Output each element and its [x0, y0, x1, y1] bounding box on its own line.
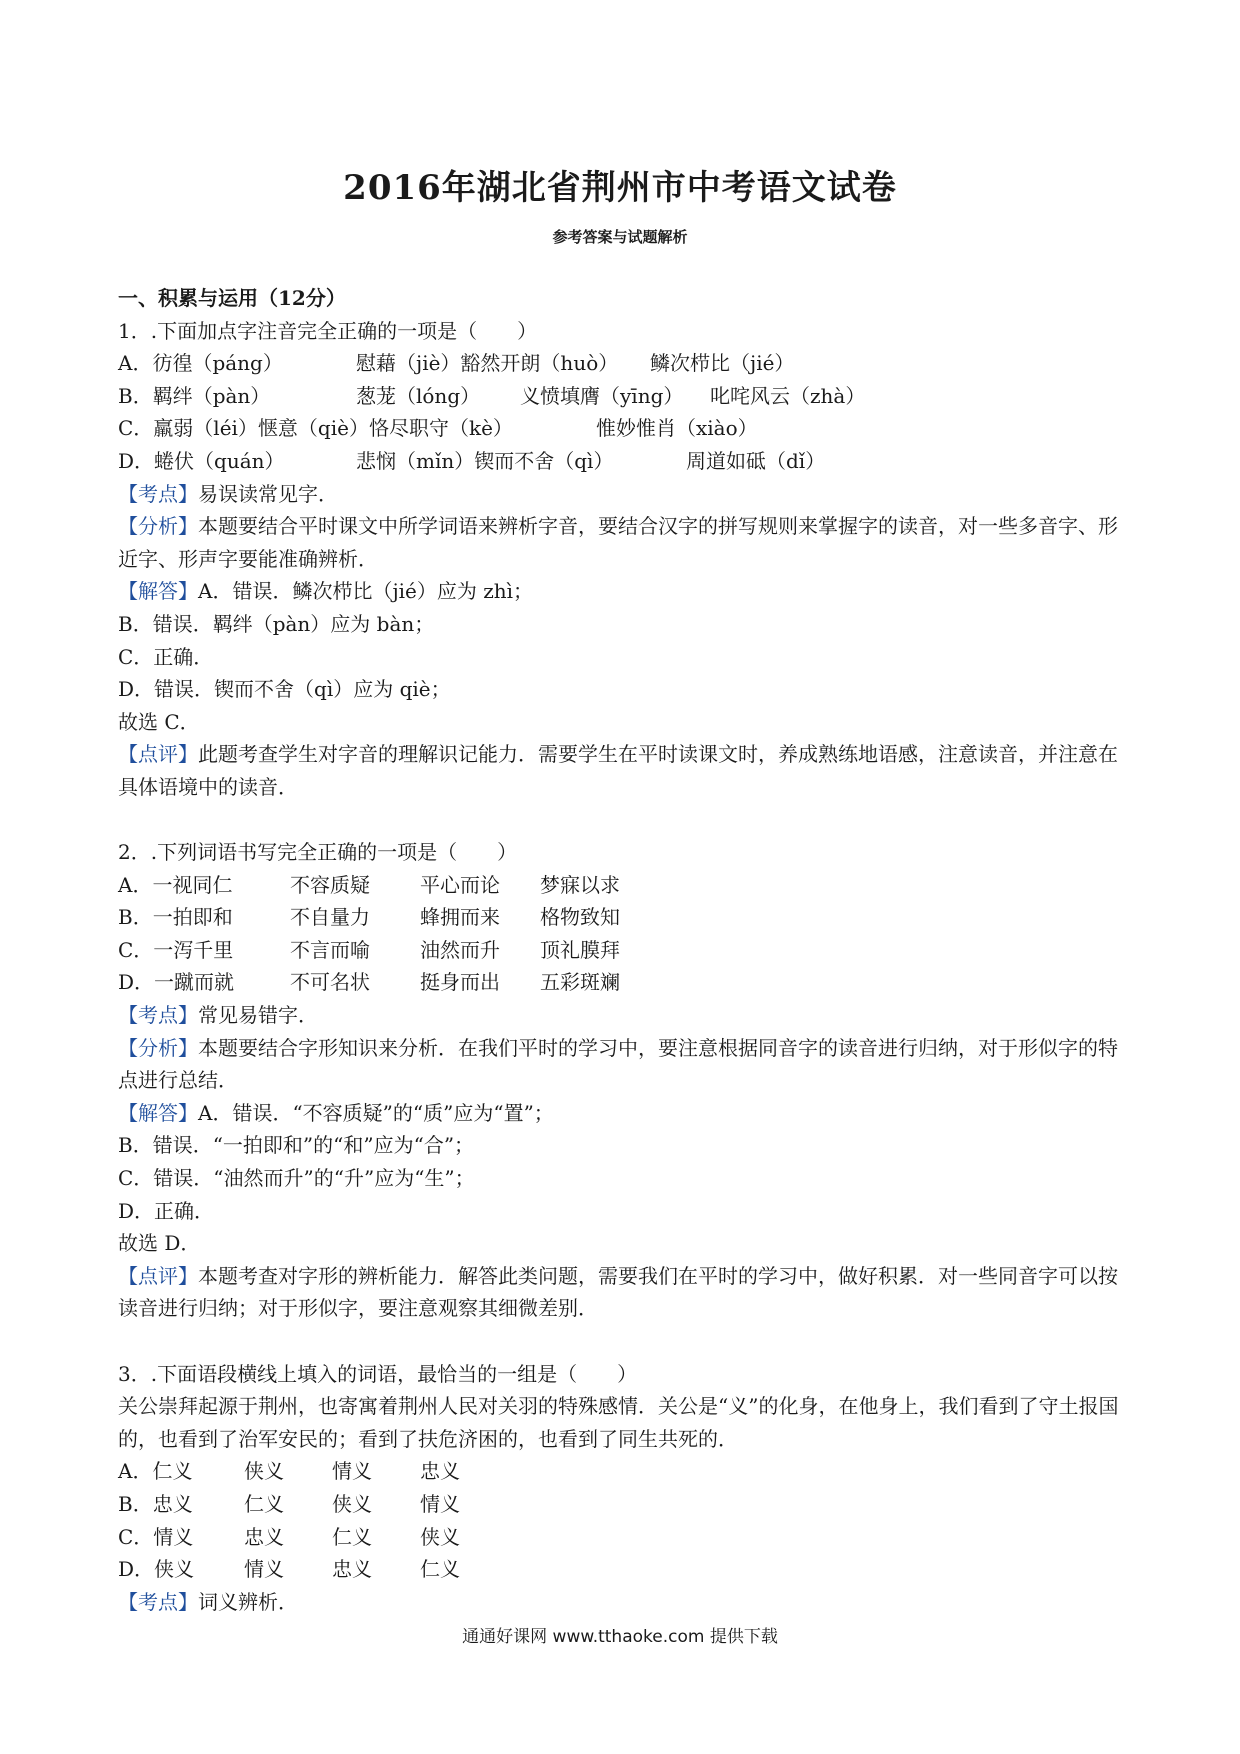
q1-jieda-line5: 故选 C．	[118, 709, 200, 734]
q3-d-word4: 仁义	[420, 1557, 460, 1582]
q2-jieda-line4: D．正确．	[118, 1198, 215, 1223]
jieda-tag: 【解答】	[118, 1100, 198, 1125]
q1-option-a	[118, 347, 1128, 380]
q2-option-d	[118, 966, 1128, 999]
q3-passage: 关公崇拜起源于荆州，也寄寓着荆州人民对关羽的特殊感情．关公是“义”的化身，在他身上，我们看到了守土报国的，也看到了治军安民的；看到了扶危济困的，也看到了同生共死的．	[118, 1394, 1119, 1451]
q3-a-word2: 侠义	[244, 1459, 284, 1484]
question-1-stem: 1．.下面加点字注音完全正确的一项是（ ）	[118, 318, 538, 343]
kaodian-tag: 【考点】	[118, 1003, 198, 1028]
q3-option-a	[118, 1455, 1128, 1488]
q2-jieda	[118, 1097, 1128, 1130]
q3-b-word4: 情义	[420, 1491, 460, 1516]
q2-d-word1: D．一蹴而就	[118, 970, 235, 995]
q1-fenxi-text: 本题要结合平时课文中所学词语来辨析字音，要结合汉字的拼写规则来掌握字的读音，对一些多音字、形近字、形声字要能准确辨析．	[118, 514, 1118, 571]
q1-jieda-line2: B．错误．羁绊（pàn）应为 bàn；	[118, 611, 435, 636]
q2-d-word3: 挺身而出	[420, 970, 500, 995]
q2-jieda-line5: 故选 D．	[118, 1231, 201, 1256]
q3-option-c	[118, 1521, 1128, 1554]
q3-d-word2: 情义	[244, 1557, 284, 1582]
q3-d-word3: 忠义	[332, 1557, 372, 1582]
q3-c-word4: 侠义	[420, 1524, 460, 1549]
q3-kaodian-text: 词义辨析．	[198, 1589, 298, 1614]
q3-c-word3: 仁义	[332, 1524, 372, 1549]
q1-jieda-line3: C．正确．	[118, 644, 214, 669]
q1-c-part1: C．羸弱（léi）惬意（qiè）恪尽职守（kè）	[118, 416, 513, 441]
q2-jieda-line3: C．错误．“油然而升”的“升”应为“生”；	[118, 1166, 475, 1191]
q2-c-word2: 不言而喻	[290, 937, 370, 962]
q2-jieda-line1: A．错误．“不容质疑”的“质”应为“置”；	[198, 1100, 554, 1125]
q3-a-word4: 忠义	[420, 1459, 460, 1484]
spacer	[118, 804, 1128, 837]
q2-c-word4: 顶礼膜拜	[540, 937, 620, 962]
q1-option-c	[118, 412, 1128, 445]
q3-a-word3: 情义	[332, 1459, 372, 1484]
fenxi-tag: 【分析】	[118, 514, 198, 539]
q1-option-b	[118, 380, 1128, 413]
q2-fenxi	[118, 1032, 1128, 1097]
q3-d-word1: D．侠义	[118, 1557, 195, 1582]
q1-jieda-line1: A．错误．鳞次栉比（jié）应为 zhì；	[198, 579, 534, 604]
spacer	[118, 1325, 1128, 1358]
q1-d-part2: 悲悯（mǐn）锲而不舍（qì）	[356, 448, 614, 473]
q1-jieda	[118, 575, 1128, 608]
q1-a-part3: 鳞次栉比（jié）	[650, 351, 795, 376]
dianping-tag: 【点评】	[118, 1263, 198, 1288]
q2-a-word3: 平心而论	[420, 872, 500, 897]
q3-option-d	[118, 1553, 1128, 1586]
document-content	[118, 282, 1128, 1618]
q2-kaodian	[118, 999, 1128, 1032]
q1-a-part2: 慰藉（jiè）豁然开朗（huò）	[356, 351, 619, 376]
q2-fenxi-text: 本题要结合字形知识来分析．在我们平时的学习中，要注意根据同音字的读音进行归纳，对于形似字的特点进行总结．	[118, 1035, 1118, 1093]
q1-b-part3: 义愤填膺（yīng）	[520, 383, 684, 408]
q2-b-word3: 蜂拥而来	[420, 905, 500, 930]
q3-b-word1: B．忠义	[118, 1491, 193, 1516]
q2-d-word2: 不可名状	[290, 970, 370, 995]
q1-c-part2: 惟妙惟肖（xiào）	[596, 416, 758, 441]
page-subtitle: 参考答案与试题解析	[552, 228, 688, 246]
q1-a-part1: A．彷徨（páng）	[118, 351, 283, 376]
q2-b-word2: 不自量力	[290, 905, 370, 930]
section-heading: 一、积累与运用（12分）	[118, 286, 346, 310]
q1-fenxi	[118, 510, 1128, 575]
q2-jieda-line2: B．错误．“一拍即和”的“和”应为“合”；	[118, 1133, 475, 1158]
question-2-stem: 2．.下列词语书写完全正确的一项是（ ）	[118, 840, 518, 865]
q2-c-word1: C．一泻千里	[118, 937, 234, 962]
q3-a-word1: A．仁义	[118, 1459, 193, 1484]
q3-c-word2: 忠义	[244, 1524, 284, 1549]
q1-b-part1: B．羁绊（pàn）	[118, 383, 271, 408]
fenxi-tag: 【分析】	[118, 1035, 198, 1060]
q2-option-c	[118, 934, 1128, 967]
q3-kaodian	[118, 1586, 1128, 1619]
q1-kaodian	[118, 478, 1128, 511]
q2-a-word1: A．一视同仁	[118, 872, 233, 897]
q1-b-part4: 叱咤风云（zhà）	[710, 383, 866, 408]
q1-jieda-line4: D．错误．锲而不舍（qì）应为 qiè；	[118, 677, 451, 702]
q2-option-b	[118, 901, 1128, 934]
q2-dianping	[118, 1260, 1128, 1325]
q2-kaodian-text: 常见易错字．	[198, 1003, 318, 1028]
q3-option-b	[118, 1488, 1128, 1521]
q1-d-part3: 周道如砥（dǐ）	[686, 448, 826, 473]
kaodian-tag: 【考点】	[118, 481, 198, 506]
question-3-stem: 3．.下面语段横线上填入的词语，最恰当的一组是（ ）	[118, 1361, 638, 1386]
q2-b-word4: 格物致知	[540, 905, 620, 930]
q2-a-word2: 不容质疑	[290, 872, 370, 897]
page-footer: 通通好课网 www.tthaoke.com 提供下载	[462, 1627, 778, 1647]
q1-d-part1: D．蜷伏（quán）	[118, 448, 285, 473]
q2-b-word1: B．一拍即和	[118, 905, 233, 930]
q2-option-a	[118, 869, 1128, 902]
q3-c-word1: C．情义	[118, 1524, 194, 1549]
q1-dianping-text: 此题考查学生对字音的理解识记能力．需要学生在平时读课文时，养成熟练地语感，注意读音，并注意在具体语境中的读音．	[118, 742, 1118, 799]
q3-b-word2: 仁义	[244, 1491, 284, 1516]
q1-kaodian-text: 易误读常见字．	[198, 481, 338, 506]
q1-dianping	[118, 738, 1128, 803]
jieda-tag: 【解答】	[118, 579, 198, 604]
q2-dianping-text: 本题考查对字形的辨析能力．解答此类问题，需要我们在平时的学习中，做好积累．对一些同音字可以按读音进行归纳；对于形似字，要注意观察其细微差别．	[118, 1263, 1118, 1321]
q2-a-word4: 梦寐以求	[540, 872, 620, 897]
q2-c-word3: 油然而升	[420, 937, 500, 962]
q1-option-d	[118, 445, 1128, 478]
q1-b-part2: 葱茏（lóng）	[356, 383, 481, 408]
q2-d-word4: 五彩斑斓	[540, 970, 620, 995]
page-title: 2016年湖北省荆州市中考语文试卷	[343, 168, 897, 208]
kaodian-tag: 【考点】	[118, 1589, 198, 1614]
dianping-tag: 【点评】	[118, 742, 198, 767]
q3-b-word3: 侠义	[332, 1491, 372, 1516]
